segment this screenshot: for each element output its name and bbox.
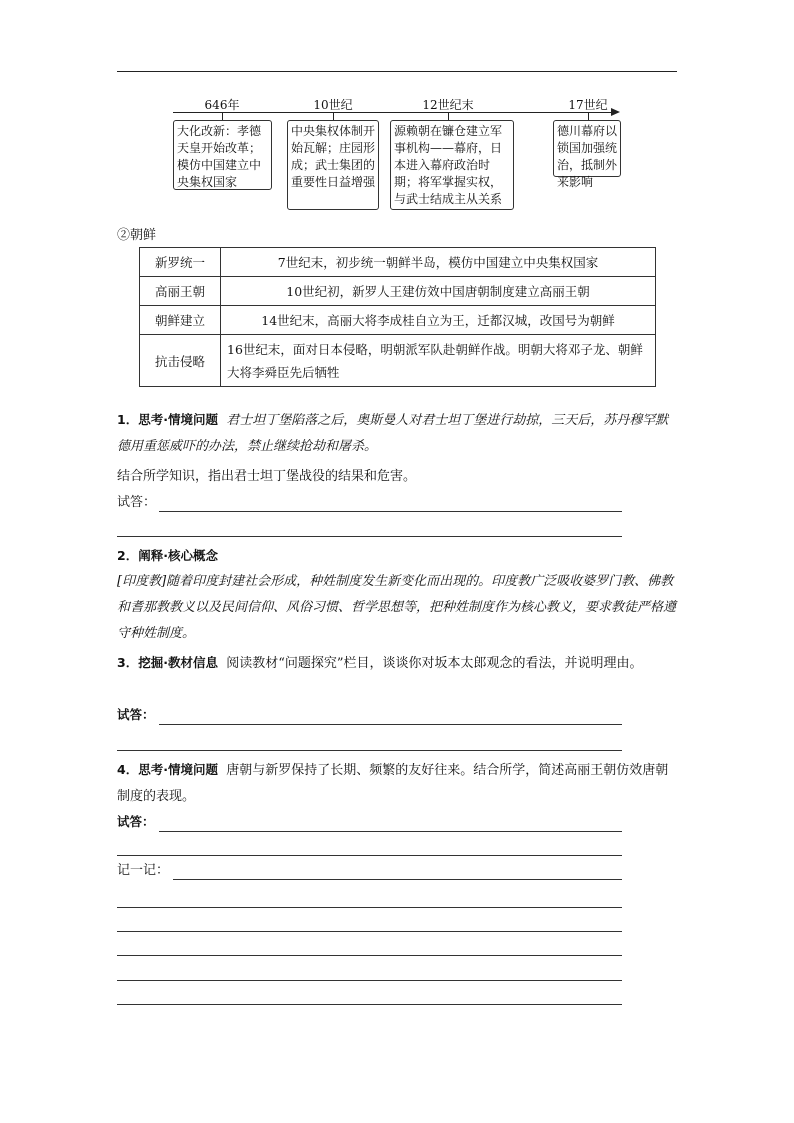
table-key: 抗击侵略 [140,335,221,387]
korea-table [139,247,656,387]
table-key: 高丽王朝 [140,277,221,306]
table-row [140,306,656,335]
answer-line[interactable] [117,536,622,537]
timeline-box: 源赖朝在镰仓建立军事机构——幕府，日本进入幕府政治时期；将军掌握实权，与武士结成主从关系 [390,120,514,210]
question-1-label: 1．思考·情境问题 [117,412,218,427]
notes-line[interactable] [117,955,622,956]
answer-line [159,724,622,725]
question-4 [117,757,679,810]
table-value: 14世纪末，高丽大将李成桂自立为王，迁都汉城，改国号为朝鲜 [221,306,656,335]
timeline-year: 12世纪末 [422,98,474,112]
question-3-label: 3．挖掘·教材信息 [117,655,218,670]
notes-line[interactable] [117,980,622,981]
question-2-text: [印度教]随着印度封建社会形成，种姓制度发生新变化而出现的。印度教广泛吸收婆罗门教、佛教和耆那教教义以及民间信仰、风俗习惯、哲学思想等，把种姓制度作为核心教义，要求教徒严格遵守种姓制度。 [117,574,677,641]
timeline-year: 17世纪 [568,98,608,112]
notes-line[interactable] [117,931,622,932]
answer-line[interactable] [117,855,622,856]
timeline-box: 德川幕府以锁国加强统治，抵制外来影响 [553,120,621,177]
timeline-year: 10世纪 [313,98,353,112]
question-4-label: 4．思考·情境问题 [117,762,218,777]
table-row [140,277,656,306]
timeline-box: 大化改新：孝德天皇开始改革；模仿中国建立中央集权国家 [173,120,272,190]
timeline-tick [448,112,449,120]
answer-label: 试答： [117,814,155,829]
question-2-label [117,543,679,570]
answer-label: 试答： [117,707,155,722]
table-value: 10世纪初，新罗人王建仿效中国唐朝制度建立高丽王朝 [221,277,656,306]
question-2-heading: 2．阐释·核心概念 [117,548,218,563]
top-rule [117,71,677,72]
timeline-tick [222,112,223,120]
answer-line [159,831,622,832]
timeline-year: 646年 [204,98,240,112]
notes-line [173,879,622,880]
answer-line[interactable] [117,750,622,751]
table-value: 16世纪末，面对日本侵略，明朝派军队赴朝鲜作战。明朝大将邓子龙、朝鲜大将李舜臣先后牺牲 [221,335,656,387]
answer-line [159,511,622,512]
answer-label: 试答： [117,491,158,510]
notes-line[interactable] [117,1004,622,1005]
notes-label: 记一记： [117,859,171,878]
question-3 [117,650,679,677]
question-3-text: 阅读教材“问题探究”栏目，谈谈你对坂本太郎观念的看法，并说明理由。 [226,656,643,671]
question-1-text: 君士坦丁堡陷落之后，奥斯曼人对君士坦丁堡进行劫掠，三天后，苏丹穆罕默德用重惩威吓的办法，禁止继续抢劫和屠杀。 [117,413,669,454]
question-1-prompt: 结合所学知识，指出君士坦丁堡战役的结果和危害。 [117,469,417,484]
table-key: 新罗统一 [140,248,221,277]
timeline-tick [588,112,589,120]
table-row [140,335,656,387]
timeline-tick [333,112,334,120]
question-1 [117,407,679,460]
table-row [140,248,656,277]
answer-field[interactable] [117,814,622,834]
korea-heading: ②朝鲜 [117,228,157,243]
answer-field[interactable] [117,707,622,727]
question-4-text: 唐朝与新罗保持了长期、频繁的友好往来。结合所学，简述高丽王朝仿效唐朝制度的表现。 [117,763,669,804]
table-key: 朝鲜建立 [140,306,221,335]
answer-field[interactable] [117,494,622,514]
notes-line[interactable] [117,907,622,908]
timeline-box: 中央集权体制开始瓦解；庄园形成；武士集团的重要性日益增强 [287,120,379,210]
notes-field[interactable] [117,862,622,882]
table-value: 7世纪末，初步统一朝鲜半岛，模仿中国建立中央集权国家 [221,248,656,277]
